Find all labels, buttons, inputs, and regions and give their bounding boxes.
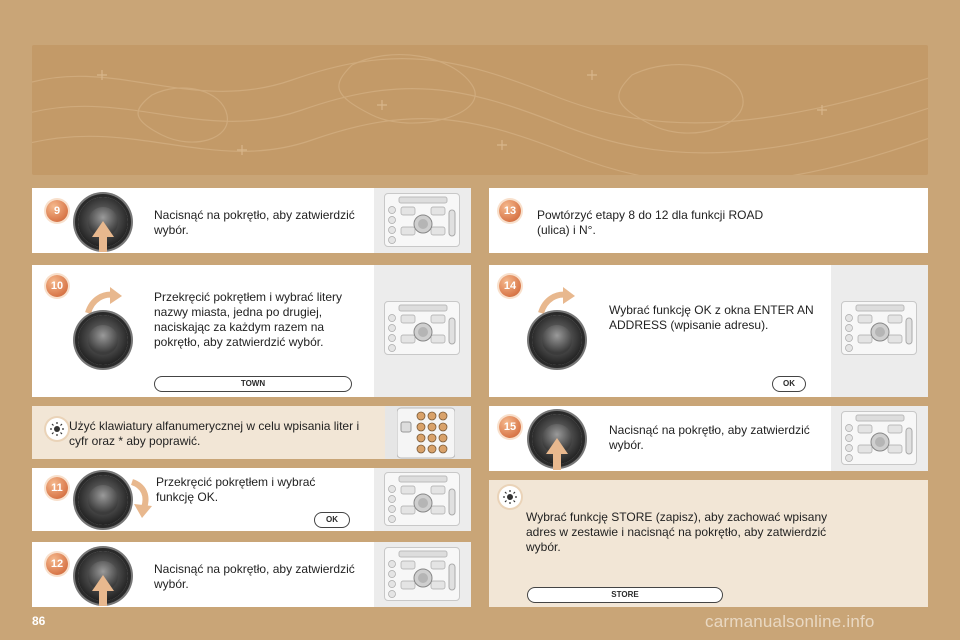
radio-face <box>385 194 461 248</box>
turn-arrow-icon <box>537 287 577 317</box>
rotary-knob-icon <box>532 315 582 365</box>
ok-field[interactable]: OK <box>314 512 350 528</box>
lightbulb-icon <box>46 418 68 440</box>
radio-unit-icon <box>841 411 917 465</box>
push-arrow-icon <box>92 575 114 591</box>
step-14-panel <box>489 265 928 397</box>
step-number-badge: 13 <box>499 200 521 222</box>
radio-face <box>385 302 461 356</box>
rotary-knob-icon <box>78 475 128 525</box>
radio-face <box>842 412 918 466</box>
tip-1-panel <box>32 406 471 459</box>
push-arrow-stem <box>99 590 107 606</box>
radio-face <box>842 302 918 356</box>
watermark: carmanualsonline.info <box>705 612 875 631</box>
step-14-text: Wybrać funkcję OK z okna ENTER AN ADDRESS (wpisanie adresu). <box>609 303 814 332</box>
topographic-pattern <box>32 45 928 175</box>
step-number-badge: 14 <box>499 275 521 297</box>
step-12-text: Nacisnąć na pokrętło, aby zatwierdzić wybór. <box>154 562 355 591</box>
radio-unit-area <box>374 265 471 397</box>
radio-unit-icon <box>384 193 460 247</box>
step-10-text: Przekręcić pokrętłem i wybrać litery nazwy miasta, jedna po drugiej, naciskając za każdym razem na pokrętło, aby zatwierdzić wybór. <box>154 290 343 349</box>
rotary-knob-icon <box>78 315 128 365</box>
step-11-panel <box>32 468 471 531</box>
step-12-panel <box>32 542 471 607</box>
step-11-text: Przekręcić pokrętłem i wybrać funkcję OK. <box>156 475 316 504</box>
step-number-badge: 12 <box>46 553 68 575</box>
radio-unit-icon <box>384 472 460 526</box>
page-number: 86 <box>32 614 46 628</box>
step-13-text: Powtórzyć etapy 8 do 12 dla funkcji ROAD (ulica) i N°. <box>537 208 764 237</box>
radio-unit-icon <box>384 301 460 355</box>
push-arrow-stem <box>99 236 107 252</box>
step-15-text: Nacisnąć na pokrętło, aby zatwierdzić wybór. <box>609 423 810 452</box>
radio-face <box>385 473 461 527</box>
ok-field[interactable]: OK <box>772 376 806 392</box>
tip-1-text: Użyć klawiatury alfanumerycznej w celu wpisania liter i cyfr oraz * aby poprawić. <box>69 419 360 448</box>
keypad-icon <box>397 406 455 460</box>
radio-unit-area <box>831 406 928 471</box>
radio-unit-icon <box>841 301 917 355</box>
push-arrow-icon <box>92 221 114 237</box>
push-arrow-icon <box>546 438 568 454</box>
radio-unit-area <box>374 468 471 531</box>
radio-unit-icon <box>384 547 460 601</box>
turn-arrow-icon <box>128 478 156 518</box>
step-9-panel <box>32 188 471 253</box>
step-13-panel <box>489 188 928 253</box>
radio-unit-area <box>374 188 471 253</box>
radio-face <box>385 548 461 602</box>
keypad-area <box>385 406 471 459</box>
radio-unit-area <box>831 265 928 397</box>
tip-2-panel <box>489 480 928 607</box>
lightbulb-icon <box>499 486 521 508</box>
step-number-badge: 11 <box>46 477 68 499</box>
town-field[interactable]: TOWN <box>154 376 352 392</box>
step-15-panel <box>489 406 928 471</box>
tip-2-text: Wybrać funkcję STORE (zapisz), aby zachować wpisany adres w zestawie i nacisnąć na pokrętło, aby zatwierdzić wybór. <box>526 510 828 554</box>
radio-unit-area <box>374 542 471 607</box>
push-arrow-stem <box>553 453 561 470</box>
store-field[interactable]: STORE <box>527 587 723 603</box>
step-number-badge: 15 <box>499 416 521 438</box>
turn-arrow-icon <box>84 287 124 317</box>
step-number-badge: 9 <box>46 200 68 222</box>
step-number-badge: 10 <box>46 275 68 297</box>
step-10-panel <box>32 265 471 397</box>
step-9-text: Nacisnąć na pokrętło, aby zatwierdzić wybór. <box>154 208 355 237</box>
header-banner <box>32 45 928 175</box>
